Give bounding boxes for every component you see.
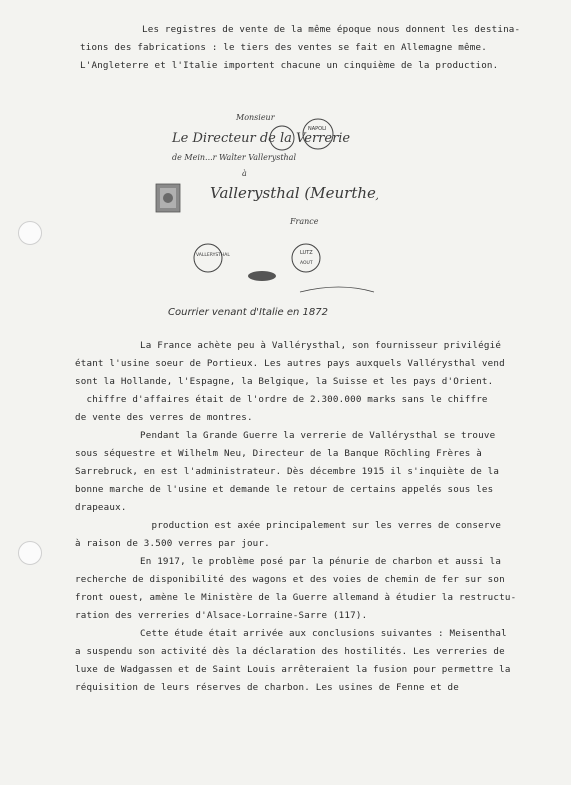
text-line: à raison de 3.500 verres par jour. — [75, 538, 270, 549]
stamp-text: VALLERYSTHAL — [196, 253, 230, 258]
text-line: En 1917, le problème posé par la pénurie de charbon et aussi la — [140, 556, 502, 567]
text-line: Sarrebruck, en est l'administrateur. Dès décembre 1915 il s'inquiète de la — [75, 466, 500, 477]
text-line: sont la Hollande, l'Espagne, la Belgique, la Suisse et les pays d'Orient. — [75, 376, 494, 387]
text-line: chiffre d'affaires était de l'ordre de 2.300.000 marks sans le chiffre — [75, 394, 488, 405]
stamp-text: NAPOLI — [308, 126, 327, 132]
text-line: a suspendu son activité dès la déclaration des hostilités. Les verreries de — [75, 646, 505, 657]
text-line: Cette étude était arrivée aux conclusions suivantes : Meisenthal — [140, 628, 507, 639]
envelope-handwriting: à — [242, 169, 247, 178]
envelope-illustration — [150, 108, 378, 300]
text-line: tions des fabrications : le tiers des ventes se fait en Allemagne même. — [80, 42, 487, 53]
text-line: front ouest, amène le Ministère de la Guerre allemand à étudier la restructu- — [75, 592, 517, 603]
postmark-stamp — [194, 244, 230, 272]
text-line: Pendant la Grande Guerre la verrerie de Vallérysthal se trouve — [140, 430, 496, 441]
text-line: Les registres de vente de la même époque nous donnent les destina- — [142, 24, 521, 35]
envelope-handwriting: Monsieur — [236, 113, 275, 122]
text-line: recherche de disponibilité des wagons et des voies de chemin de fer sur son — [75, 574, 505, 585]
text-line: ration des verreries d'Alsace-Lorraine-Sarre (117). — [75, 610, 368, 621]
text-line: étant l'usine soeur de Portieux. Les autres pays auxquels Vallérysthal vend — [75, 358, 505, 369]
text-line: luxe de Wadgassen et de Saint Louis arrêteraient la fusion pour permettre la — [75, 664, 511, 675]
text-line: bonne marche de l'usine et demande le retour de certains appelés sous les — [75, 484, 494, 495]
text-line: drapeaux. — [75, 502, 127, 513]
envelope-handwriting: de Mein...r Walter Vallerysthal — [172, 153, 297, 162]
text-line: de vente des verres de montres. — [75, 412, 253, 423]
stamp-text: LUTZ — [300, 250, 313, 256]
ink-blot — [248, 271, 276, 281]
postmark-stamp — [292, 244, 320, 272]
envelope-edge — [300, 287, 374, 292]
envelope-handwriting: Le Directeur de la Verrerie — [172, 131, 351, 146]
text-line: réquisition de leurs réserves de charbon. Les usines de Fenne et de — [75, 682, 459, 693]
figure-caption: Courrier venant d'Italie en 1872 — [168, 307, 328, 318]
punch-hole — [18, 541, 42, 565]
text-line: production est axée principalement sur les verres de conserve — [140, 520, 502, 531]
postage-stamp — [156, 184, 180, 212]
stamp-text: AOUT — [300, 261, 313, 266]
envelope-handwriting: Vallerysthal (Meurthe) — [210, 184, 378, 202]
text-line: La France achète peu à Vallérysthal, son fournisseur privilégié — [140, 340, 502, 351]
envelope-handwriting: France — [290, 217, 319, 226]
text-line: sous séquestre et Wilhelm Neu, Directeur de la Banque Röchling Frères à — [75, 448, 482, 459]
envelope-image — [150, 108, 378, 300]
punch-hole — [18, 221, 42, 245]
text-line: L'Angleterre et l'Italie importent chacune un cinquième de la production. — [80, 60, 499, 71]
